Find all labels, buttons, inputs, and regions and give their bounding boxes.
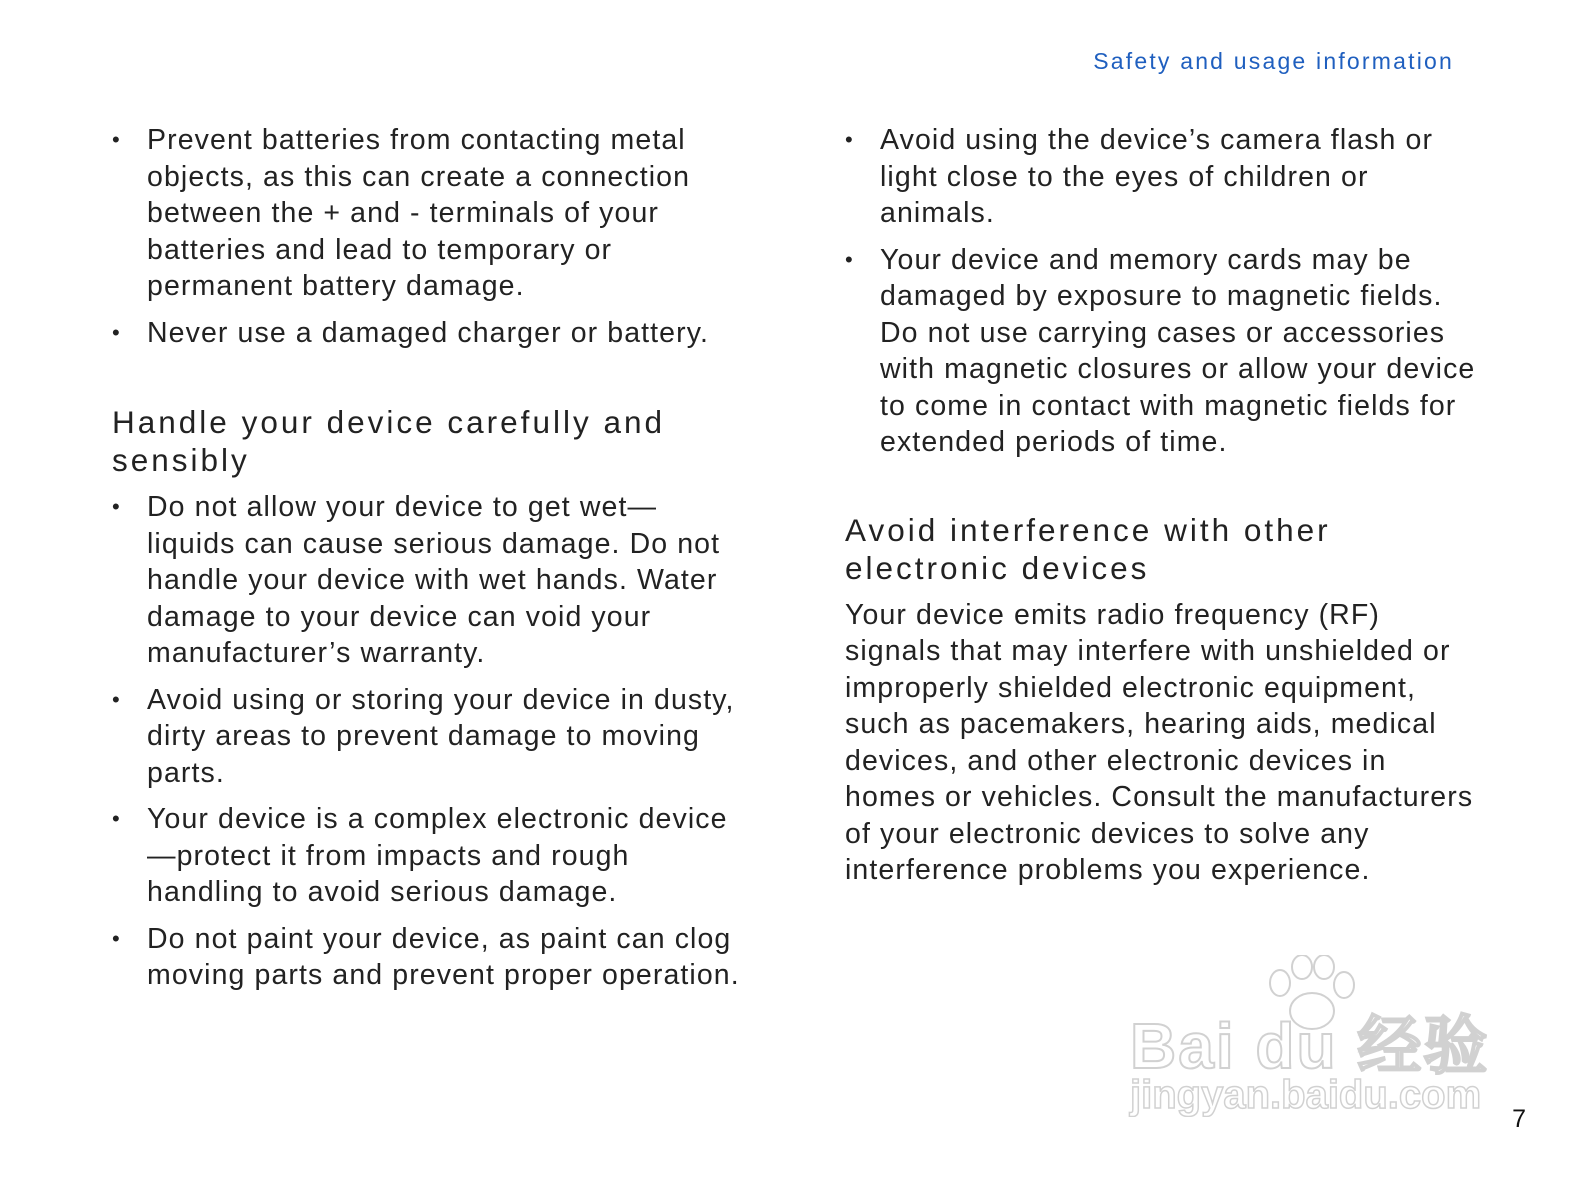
list-item — [112, 682, 742, 792]
running-header: Safety and usage information — [1093, 48, 1454, 74]
left-intro-bullet-list — [112, 122, 742, 351]
bullet-icon: • — [112, 686, 121, 712]
section-heading-avoid-interference: Avoid interference with other electronic devices — [845, 511, 1331, 586]
watermark-url-text: jingyan.baidu.com — [1130, 1073, 1482, 1117]
list-item — [112, 489, 742, 672]
list-item-text: Your device is a complex electronic device—protect it from impacts and rough handling to avoid serious damage. — [147, 803, 728, 908]
list-item-text: Do not paint your device, as paint can clog moving parts and prevent proper operation. — [147, 922, 740, 991]
list-item-text: Never use a damaged charger or battery. — [147, 316, 709, 349]
handle-device-bullet-list — [112, 489, 742, 994]
bullet-icon: • — [845, 246, 854, 272]
list-item — [112, 315, 742, 352]
bullet-icon: • — [112, 806, 121, 831]
bullet-icon: • — [112, 127, 121, 152]
list-item — [112, 801, 742, 911]
list-item — [112, 122, 742, 305]
left-column — [112, 122, 742, 1004]
list-item — [112, 921, 742, 994]
list-item-text: Do not allow your device to get wet—liquids can cause serious damage. Do not handle your device with wet hands. Water damage to your device can void your manufacturer’s warranty. — [147, 491, 721, 669]
list-item-text: Avoid using or storing your device in dusty, dirty areas to prevent damage to moving parts. — [147, 683, 735, 789]
list-item-text: Prevent batteries from contacting metal objects, as this can create a connection between the + and - terminals of your batteries and lead to temporary or permanent battery damage. — [147, 124, 691, 302]
list-item-text: Your device and memory cards may be damaged by exposure to magnetic fields. Do not use carrying cases or accessories with magnetic closures or allow your device to come in contact with magnetic fields for extended periods of time. — [880, 243, 1476, 458]
watermark-main-text: Bai du 经验 — [1130, 1010, 1490, 1082]
page-number: 7 — [1512, 1105, 1526, 1133]
bullet-icon: • — [845, 127, 854, 152]
list-item-text: Avoid using the device’s camera flash or light close to the eyes of children or animals. — [880, 124, 1434, 229]
interference-paragraph: Your device emits radio frequency (RF) signals that may interfere with unshielded or improperly shielded electronic equipment, such as pacemakers, hearing aids, medical devices, and other electronic devices in homes or vehicles. Consult the manufacturers of your electronic devices to solve any interference problems you experience. — [845, 598, 1474, 886]
bullet-icon: • — [112, 925, 121, 951]
list-item — [845, 242, 1480, 461]
right-column — [845, 122, 1480, 889]
bullet-icon: • — [112, 319, 121, 345]
bullet-icon: • — [112, 494, 121, 519]
list-item — [845, 122, 1480, 232]
baidu-watermark — [1130, 955, 1510, 1135]
section-heading-handle-device: Handle your device carefully and sensibly — [112, 404, 666, 478]
right-intro-bullet-list — [845, 122, 1480, 461]
